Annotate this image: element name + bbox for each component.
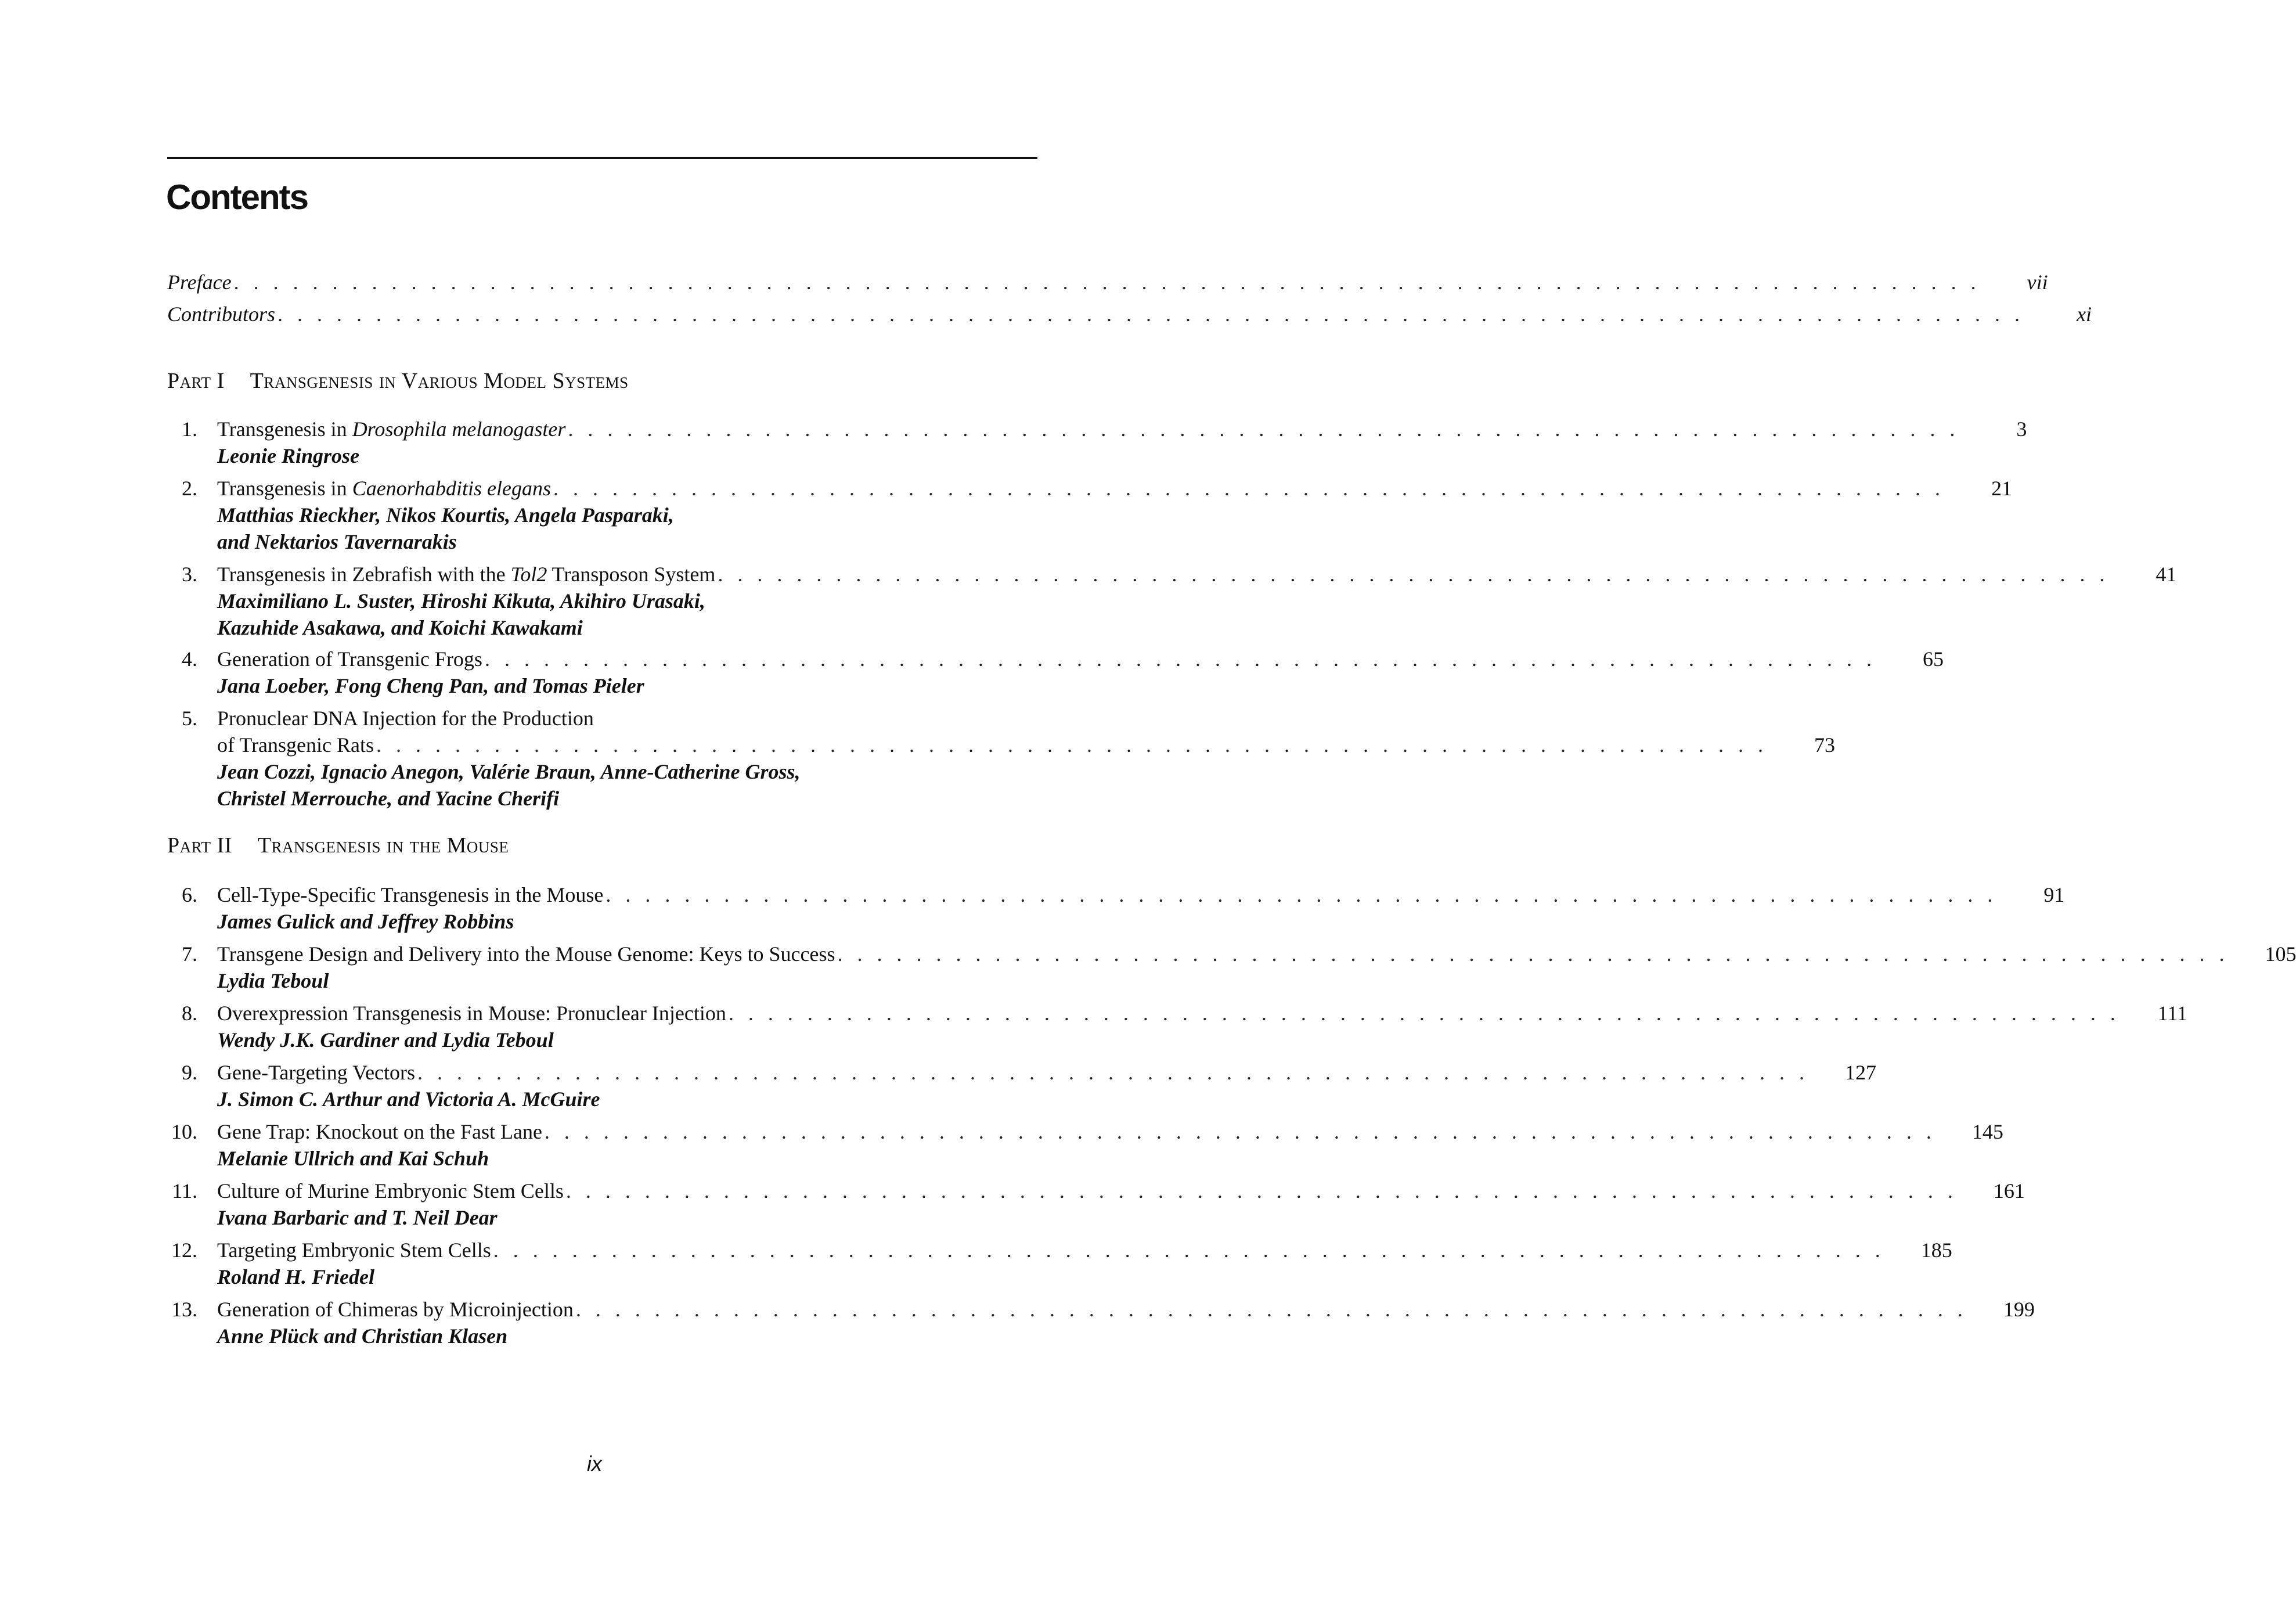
chapter-authors: Maximiliano L. Suster, Hiroshi Kikuta, Akihiro Urasaki,: [217, 589, 705, 613]
chapter-title-row: [217, 646, 1944, 672]
page-number: 91: [2043, 883, 2065, 906]
chapter-title-row: [217, 1118, 2003, 1145]
part-label: Part I: [167, 369, 225, 393]
toc-entry-5[interactable]: [167, 705, 1835, 812]
front-title: Contributors: [167, 303, 276, 326]
toc-entry-1[interactable]: [167, 416, 2027, 469]
chapter-number: 3.: [182, 563, 197, 586]
leader-dots: . . . . . . . . . . . . . . . . . . . . . . . . . . . . . . . . . . . . . . . . . . . . . . . . . . . . . . . . . . . . . . . . . . . . . . .: [718, 563, 2110, 586]
toc-entry-4[interactable]: [167, 646, 1944, 699]
leader-dots: . . . . . . . . . . . . . . . . . . . . . . . . . . . . . . . . . . . . . . . . . . . . . . . . . . . . . . . . . . . . . . . . . . . . . . .: [728, 1002, 2120, 1025]
top-rule: [167, 157, 1037, 159]
chapter-authors: Jean Cozzi, Ignacio Anegon, Valérie Braun, Anne-Catherine Gross,: [217, 760, 801, 783]
chapter-authors: Leonie Ringrose: [217, 444, 360, 467]
leader-dots: . . . . . . . . . . . . . . . . . . . . . . . . . . . . . . . . . . . . . . . . . . . . . . . . . . . . . . . . . . . . . . . . . . . . . . .: [605, 883, 1998, 906]
chapter-title: Transgenesis in Drosophila melanogaster: [217, 417, 566, 441]
page-number: 41: [2156, 563, 2177, 586]
chapter-authors: Roland H. Friedel: [217, 1265, 375, 1288]
toc-entry-3[interactable]: [167, 561, 2177, 641]
chapter-number: 5.: [182, 707, 197, 730]
chapter-authors: Matthias Rieckher, Nikos Kourtis, Angela Pasparaki,: [217, 503, 674, 527]
chapter-title: Generation of Chimeras by Microinjection: [217, 1298, 574, 1321]
page-number: 65: [1922, 647, 1944, 671]
chapter-authors: Kazuhide Asakawa, and Koichi Kawakami: [217, 616, 583, 639]
leader-dots: . . . . . . . . . . . . . . . . . . . . . . . . . . . . . . . . . . . . . . . . . . . . . . . . . . . . . . . . . . . . . . . . . . . . . . . . . . . . . . . . . . . . . . . . .: [277, 303, 2025, 326]
leader-dots: . . . . . . . . . . . . . . . . . . . . . . . . . . . . . . . . . . . . . . . . . . . . . . . . . . . . . . . . . . . . . . . . . . . . . . . . . . . . . . . . . . . . . . . . .: [233, 271, 1981, 294]
page-number: vii: [2027, 271, 2048, 294]
page-number: 21: [1991, 477, 2013, 500]
chapter-title-row: [217, 475, 2013, 502]
part-title: Transgenesis in the Mouse: [257, 833, 509, 858]
chapter-authors: Ivana Barbaric and T. Neil Dear: [217, 1206, 498, 1229]
chapter-authors: Wendy J.K. Gardiner and Lydia Teboul: [217, 1028, 554, 1052]
chapter-number: 9.: [182, 1061, 197, 1084]
page-number: 3: [2016, 417, 2027, 441]
page-number: 185: [1920, 1239, 1952, 1262]
chapter-title: Targeting Embryonic Stem Cells: [217, 1239, 491, 1262]
chapter-authors: and Nektarios Tavernarakis: [217, 530, 457, 553]
leader-dots: . . . . . . . . . . . . . . . . . . . . . . . . . . . . . . . . . . . . . . . . . . . . . . . . . . . . . . . . . . . . . . . . . . . . . . .: [565, 1179, 1958, 1203]
leader-dots: . . . . . . . . . . . . . . . . . . . . . . . . . . . . . . . . . . . . . . . . . . . . . . . . . . . . . . . . . . . . . . . . . . . . . . .: [553, 477, 1945, 500]
chapter-authors: Lydia Teboul: [217, 969, 329, 992]
page-number: 111: [2157, 1002, 2187, 1025]
chapter-title-row: [217, 1237, 1952, 1263]
chapter-title: Transgenesis in Zebrafish with the Tol2 Transposon System: [217, 563, 716, 586]
chapter-title: of Transgenic Rats: [217, 733, 374, 757]
toc-front-contributors[interactable]: [167, 300, 2092, 329]
chapter-title: Overexpression Transgenesis in Mouse: Pronuclear Injection: [217, 1002, 726, 1025]
chapter-title: Transgene Design and Delivery into the Mouse Genome: Keys to Success: [217, 942, 835, 966]
page-number: 73: [1814, 733, 1835, 757]
leader-dots: . . . . . . . . . . . . . . . . . . . . . . . . . . . . . . . . . . . . . . . . . . . . . . . . . . . . . . . . . . . . . . . . . . . . . . .: [837, 942, 2229, 966]
chapter-title-row: [217, 1296, 2035, 1323]
chapter-title-line: Pronuclear DNA Injection for the Production: [217, 707, 594, 730]
chapter-authors: Anne Plück and Christian Klasen: [217, 1324, 508, 1348]
chapter-authors: Jana Loeber, Fong Cheng Pan, and Tomas Pieler: [217, 674, 644, 697]
leader-dots: . . . . . . . . . . . . . . . . . . . . . . . . . . . . . . . . . . . . . . . . . . . . . . . . . . . . . . . . . . . . . . . . . . . . . . .: [493, 1239, 1885, 1262]
chapter-number: 6.: [182, 883, 197, 906]
toc-entry-10[interactable]: [167, 1118, 2003, 1172]
chapter-authors: J. Simon C. Arthur and Victoria A. McGuire: [217, 1088, 600, 1111]
toc-entry-12[interactable]: [167, 1237, 1952, 1290]
chapter-title-row: [217, 561, 2177, 588]
contents-heading: Contents: [166, 178, 308, 217]
chapter-title-row: [217, 1000, 2187, 1027]
chapter-number: 11.: [172, 1179, 197, 1203]
chapter-number: 8.: [182, 1002, 197, 1025]
page-folio: ix: [587, 1452, 602, 1475]
page-number: 145: [1971, 1120, 2003, 1143]
chapter-title: Cell-Type-Specific Transgenesis in the Mouse: [217, 883, 604, 906]
leader-dots: . . . . . . . . . . . . . . . . . . . . . . . . . . . . . . . . . . . . . . . . . . . . . . . . . . . . . . . . . . . . . . . . . . . . . . .: [568, 417, 1960, 441]
toc-entry-13[interactable]: [167, 1296, 2035, 1349]
toc-entry-2[interactable]: [167, 475, 2013, 555]
chapter-number: 13.: [171, 1298, 197, 1321]
front-title: Preface: [167, 271, 232, 294]
chapter-number: 4.: [182, 647, 197, 671]
toc-entry-8[interactable]: [167, 1000, 2187, 1053]
toc-entry-11[interactable]: [167, 1178, 2025, 1231]
chapter-authors: Melanie Ullrich and Kai Schuh: [217, 1147, 489, 1170]
chapter-title-row: [217, 416, 2027, 442]
chapter-title-row: [217, 1178, 2025, 1204]
chapter-title-row: [217, 1059, 1877, 1086]
chapter-number: 10.: [171, 1120, 197, 1143]
chapter-title-row: [217, 881, 2065, 908]
chapter-number: 12.: [171, 1239, 197, 1262]
leader-dots: . . . . . . . . . . . . . . . . . . . . . . . . . . . . . . . . . . . . . . . . . . . . . . . . . . . . . . . . . . . . . . . . . . . . . . .: [417, 1061, 1810, 1084]
chapter-number: 2.: [182, 477, 197, 500]
toc-front-preface[interactable]: [167, 268, 2048, 297]
chapter-authors: James Gulick and Jeffrey Robbins: [217, 910, 514, 933]
chapter-number: 1.: [182, 417, 197, 441]
toc-entry-9[interactable]: [167, 1059, 1877, 1113]
page-number: 105: [2265, 942, 2296, 966]
page-number: xi: [2077, 303, 2092, 326]
part-heading: [167, 365, 629, 397]
leader-dots: . . . . . . . . . . . . . . . . . . . . . . . . . . . . . . . . . . . . . . . . . . . . . . . . . . . . . . . . . . . . . . . . . . . . . . .: [484, 647, 1876, 671]
part-title: Transgenesis in Various Model Systems: [250, 369, 629, 393]
chapter-title: Gene-Targeting Vectors: [217, 1061, 416, 1084]
leader-dots: . . . . . . . . . . . . . . . . . . . . . . . . . . . . . . . . . . . . . . . . . . . . . . . . . . . . . . . . . . . . . . . . . . . . . . .: [376, 733, 1768, 757]
chapter-number: 7.: [182, 942, 197, 966]
toc-entry-6[interactable]: [167, 881, 2065, 935]
chapter-title: Gene Trap: Knockout on the Fast Lane: [217, 1120, 542, 1143]
toc-entry-7[interactable]: [167, 941, 2296, 994]
chapter-title: Generation of Transgenic Frogs: [217, 647, 482, 671]
leader-dots: . . . . . . . . . . . . . . . . . . . . . . . . . . . . . . . . . . . . . . . . . . . . . . . . . . . . . . . . . . . . . . . . . . . . . . .: [544, 1120, 1936, 1143]
page-number: 199: [2003, 1298, 2035, 1321]
page-number: 161: [1993, 1179, 2025, 1203]
part-label: Part II: [167, 833, 232, 858]
chapter-title-row: [217, 732, 1835, 758]
chapter-title: Transgenesis in Caenorhabditis elegans: [217, 477, 552, 500]
part-heading: [167, 829, 509, 862]
leader-dots: . . . . . . . . . . . . . . . . . . . . . . . . . . . . . . . . . . . . . . . . . . . . . . . . . . . . . . . . . . . . . . . . . . . . . . .: [575, 1298, 1967, 1321]
page-number: 127: [1845, 1061, 1877, 1084]
chapter-title-row: [217, 941, 2296, 967]
chapter-authors: Christel Merrouche, and Yacine Cherifi: [217, 787, 560, 810]
chapter-title: Culture of Murine Embryonic Stem Cells: [217, 1179, 564, 1203]
